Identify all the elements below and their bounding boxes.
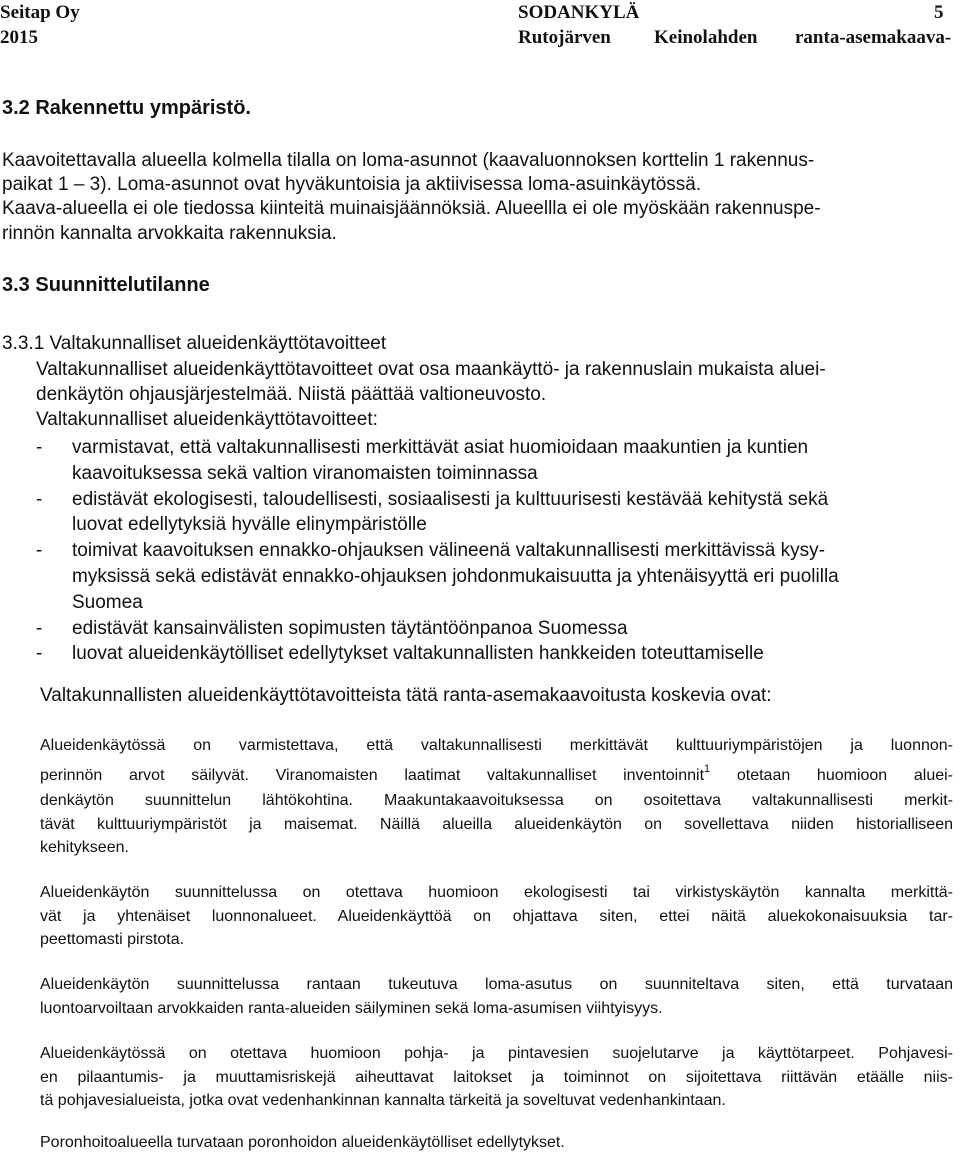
goal-paragraph-culture (40, 734, 953, 860)
bullet-line: myksissä sekä edistävät ennakko-ohjauksen johdonmukaisuutta ja yhtenäisyyttä eri puolilla (72, 565, 839, 587)
s32-line-2: paikat 1 – 3). Loma-asunnot ovat hyväkuntoisia ja aktiivisessa loma-asuinkäytössä. (2, 174, 702, 195)
paragraph-line (40, 764, 953, 790)
header-year: 2015 (0, 27, 38, 48)
bullet-line: luovat edellytyksiä hyvälle elinympäristölle (72, 514, 427, 536)
bullet-line: varmistavat, että valtakunnallisesti merkittävät asiat huomioidaan maakuntien ja kuntien (72, 437, 809, 458)
paragraph-line-text: otetaan huomioon aluei- (736, 766, 953, 784)
paragraph-line: peettomasti pirstota. (40, 931, 185, 948)
header-project-word-3: ranta-asemakaava- (795, 27, 952, 48)
intro-line-2: denkäytön ohjausjärjestelmää. Niistä päättää valtioneuvosto. (36, 384, 547, 405)
paragraph-line: Alueidenkäytön suunnittelussa rantaan tukeutuva loma-asutus on suunniteltava siten, että turvataan (40, 976, 953, 993)
bullet-line: luovat alueidenkäytölliset edellytykset valtakunnallisten hankkeiden toteuttamiselle (72, 643, 764, 665)
bullet-dash: - (36, 488, 43, 510)
s32-line-4: rinnön kannalta arvokkaita rakennuksia. (2, 223, 337, 244)
paragraph-line: Alueidenkäytön suunnittelussa on otettava huomioon ekologisesti tai virkistyskäytön kannalta merkittä- (40, 884, 953, 901)
bullet-dash: - (36, 617, 43, 639)
bullet-dash: - (36, 540, 43, 562)
goal-paragraph-nature (40, 881, 953, 952)
paragraph-line: kehitykseen. (40, 839, 129, 856)
footnote-marker: 1 (704, 762, 711, 775)
paragraph-line: tä pohjavesialueista, jotka ovat vedenhankinnan kannalta tärkeitä ja soveltuvat vedenhankintaan. (40, 1092, 726, 1109)
bullet-dash: - (36, 643, 43, 665)
s32-line-3: Kaava-alueella ei ole tiedossa kiinteitä muinaisjäännöksiä. Alueellla ei ole myöskään rakennuspe- (2, 198, 821, 219)
list-item (36, 641, 956, 667)
section-heading-3-2: 3.2 Rakennettu ympäristö. (2, 97, 251, 119)
goal-paragraph-shore (40, 973, 953, 1020)
list-item (36, 435, 956, 487)
paragraph-line: Poronhoitoalueella turvataan poronhoidon alueidenkäytölliset edellytykset. (40, 1134, 565, 1151)
list-item (36, 487, 956, 539)
paragraph-line: Alueidenkäytössä on otettava huomioon pohja- ja pintavesien suojelutarve ja käyttötarpeet. Pohjavesi- (40, 1045, 953, 1062)
subsection-heading-3-3-1: 3.3.1 Valtakunnalliset alueidenkäyttötavoitteet (2, 333, 387, 354)
paragraph-line: tävät kulttuuriympäristöt ja maisemat. Näillä alueilla alueidenkäytön on sovellettava niiden historialliseen (40, 815, 953, 833)
paragraph-line: Alueidenkäytössä on varmistettava, että valtakunnallisesti merkittävät kulttuuriympäristöjen ja luonnon- (40, 737, 953, 754)
paragraph-line-text: perinnön arvot säilyvät. Viranomaisten laatimat valtakunnalliset inventoinnit (40, 766, 705, 784)
header-project-word-2: Keinolahden (654, 27, 758, 48)
intro-line-3: Valtakunnalliset alueidenkäyttötavoitteet: (36, 409, 378, 430)
goals-bullet-list (36, 435, 956, 667)
paragraph-line: denkäytön suunnittelun lähtökohtina. Maakuntakaavoituksessa on osoitettava valtakunnallisesti merkit- (40, 792, 953, 809)
bullet-dash: - (36, 437, 43, 458)
intro-line-1: Valtakunnalliset alueidenkäyttötavoitteet ovat osa maankäyttö- ja rakennuslain mukaista aluei- (36, 359, 826, 380)
goal-paragraph-reindeer (40, 1131, 953, 1155)
header-municipality: SODANKYLÄ (518, 2, 640, 23)
paragraph-line: luontoarvoiltaan arvokkaiden ranta-alueiden säilyminen sekä loma-asumisen viihtyisyys. (40, 999, 663, 1017)
list-item (36, 616, 956, 642)
bullet-line: Suomea (72, 591, 143, 613)
paragraph-line: vät ja yhtenäiset luonnonalueet. Alueidenkäyttöä on ohjattava siten, ettei näitä aluekokonaisuuksia tar- (40, 907, 953, 925)
goal-paragraph-water (40, 1042, 953, 1113)
paragraph-line: en pilaantumis- ja muuttamisriskejä aiheuttavat laitokset ja toiminnot on sijoitettava riittävän etäälle niis- (40, 1068, 953, 1086)
bullet-line: toimivat kaavoituksen ennakko-ohjauksen välineenä valtakunnallisesti merkittävissä kysy- (72, 540, 825, 562)
header-project-word-1: Rutojärven (518, 27, 611, 48)
header-company: Seitap Oy (0, 2, 80, 23)
section-heading-3-3: 3.3 Suunnittelutilanne (2, 274, 210, 296)
s32-line-1: Kaavoitettavalla alueella kolmella tilalla on loma-asunnot (kaavaluonnoksen korttelin 1 rakennus- (2, 150, 815, 171)
bullet-line: edistävät ekologisesti, taloudellisesti, sosiaalisesti ja kulttuurisesti kestävää kehitystä sekä (72, 488, 829, 510)
list-item (36, 538, 956, 615)
header-page-number: 5 (934, 2, 944, 23)
concerning-goals-heading: Valtakunnallisten alueidenkäyttötavoitteista tätä ranta-asemakaavoitusta koskevia ovat: (40, 685, 772, 706)
bullet-line: edistävät kansainvälisten sopimusten täytäntöönpanoa Suomessa (72, 617, 628, 639)
bullet-line: kaavoituksessa sekä valtion viranomaisten toiminnassa (72, 462, 538, 484)
